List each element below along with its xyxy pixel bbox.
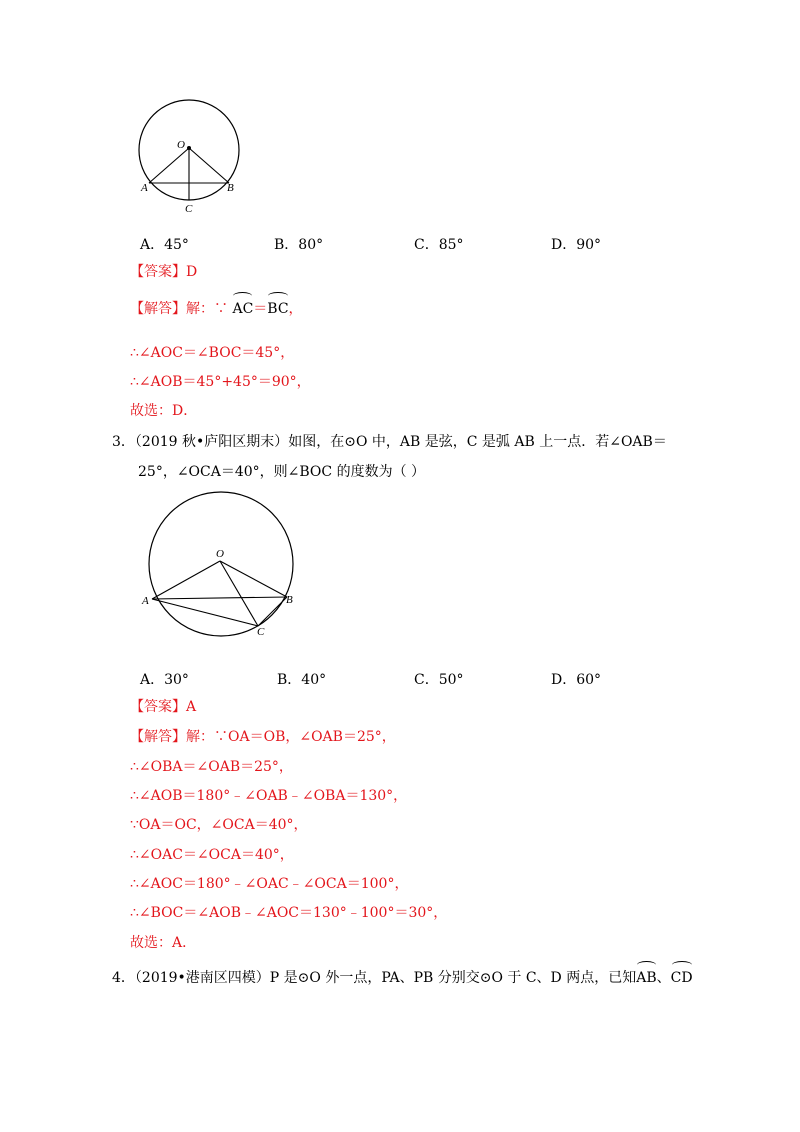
q3-answer <box>130 697 196 717</box>
q2-equals: ＝ <box>253 301 268 317</box>
q3-answer-value: A <box>186 699 197 715</box>
q4-stem <box>112 965 693 988</box>
q2-option-a: A．45° <box>140 237 189 253</box>
q3-option-c: C．50° <box>414 672 464 688</box>
q3-analysis-first-line <box>130 727 396 747</box>
q3-answer-tag: 【答案】 <box>130 699 186 715</box>
q2-option-c: C．85° <box>414 237 464 253</box>
q4-arc-cd: CD <box>671 965 693 988</box>
q2-label-a: A <box>141 182 148 194</box>
q3-label-b: B <box>286 594 293 606</box>
q2-analysis-tag: 【解答】 <box>130 301 186 317</box>
q4-separator: 、 <box>656 970 671 986</box>
q2-radius-ob <box>189 148 229 183</box>
q3-circle <box>149 492 293 636</box>
q2-comma: ， <box>288 301 303 317</box>
q3-step-5: ∴∠AOC＝180°﹣∠OAC﹣∠OCA＝100°， <box>130 876 409 892</box>
q2-answer <box>130 262 197 282</box>
q4-arc-ab: AB <box>636 965 656 988</box>
q2-label-o: O <box>177 139 185 151</box>
q2-analysis-prefix: 解： <box>186 301 214 317</box>
q3-analysis-tag: 【解答】 <box>130 729 186 745</box>
q3-label-o: O <box>216 548 224 560</box>
q2-step-1: ∴∠AOC＝∠BOC＝45°， <box>130 345 295 361</box>
q3-conclusion: 故选：A． <box>130 935 197 951</box>
q3-radius-oa <box>152 561 220 599</box>
q3-stem-line-1: 3．（2019 秋•庐阳区期末）如图，在⊙O 中，AB 是弦，C 是弧 AB 上一点．若∠OAB＝ <box>112 434 667 450</box>
q3-stem-line-2: 25°，∠OCA＝40°，则∠BOC 的度数为（ ） <box>138 464 426 480</box>
q3-analysis-first: 解：∵OA＝OB，∠OAB＝25°， <box>186 729 396 745</box>
q3-option-d: D．60° <box>551 672 602 688</box>
q3-label-c: C <box>257 626 265 638</box>
q2-answer-value: D <box>186 264 198 280</box>
q2-option-d: D．90° <box>551 237 602 253</box>
q3-option-a: A．30° <box>140 672 189 688</box>
q3-step-1: ∴∠OBA＝∠OAB＝25°， <box>130 759 293 775</box>
q2-because-symbol: ∵ <box>214 301 228 317</box>
q3-step-3: ∵OA＝OC，∠OCA＝40°， <box>130 817 308 833</box>
q2-answer-tag: 【答案】 <box>130 264 186 280</box>
q3-step-6: ∴∠BOC＝∠AOB﹣∠AOC＝130°﹣100°＝30°， <box>130 905 448 921</box>
q3-chord-bc <box>258 597 287 626</box>
q3-step-4: ∴∠OAC＝∠OCA＝40°， <box>130 847 294 863</box>
q2-conclusion: 故选：D． <box>130 403 198 419</box>
q2-arc-ac: AC <box>232 296 253 319</box>
q2-label-b: B <box>227 182 234 194</box>
q2-radius-oa <box>149 148 189 183</box>
q2-arc-bc: BC <box>267 296 288 319</box>
q2-circle-figure <box>134 96 246 216</box>
q2-label-c: C <box>185 203 193 215</box>
q2-center-dot <box>187 146 191 150</box>
q2-option-b: B．80° <box>274 237 324 253</box>
q3-circle-figure <box>140 490 310 650</box>
q3-step-2: ∴∠AOB＝180°﹣∠OAB﹣∠OBA＝130°， <box>130 788 408 804</box>
q3-label-a: A <box>142 595 149 607</box>
q3-chord-ab <box>152 597 287 599</box>
q4-stem-text: 4．（2019•港南区四模）P 是⊙O 外一点，PA、PB 分别交⊙O 于 C、D 两点，已知 <box>112 970 637 986</box>
q3-option-b: B．40° <box>277 672 327 688</box>
q2-step-2: ∴∠AOB＝45°+45°＝90°， <box>130 374 311 390</box>
q2-analysis-first-line <box>130 296 303 319</box>
